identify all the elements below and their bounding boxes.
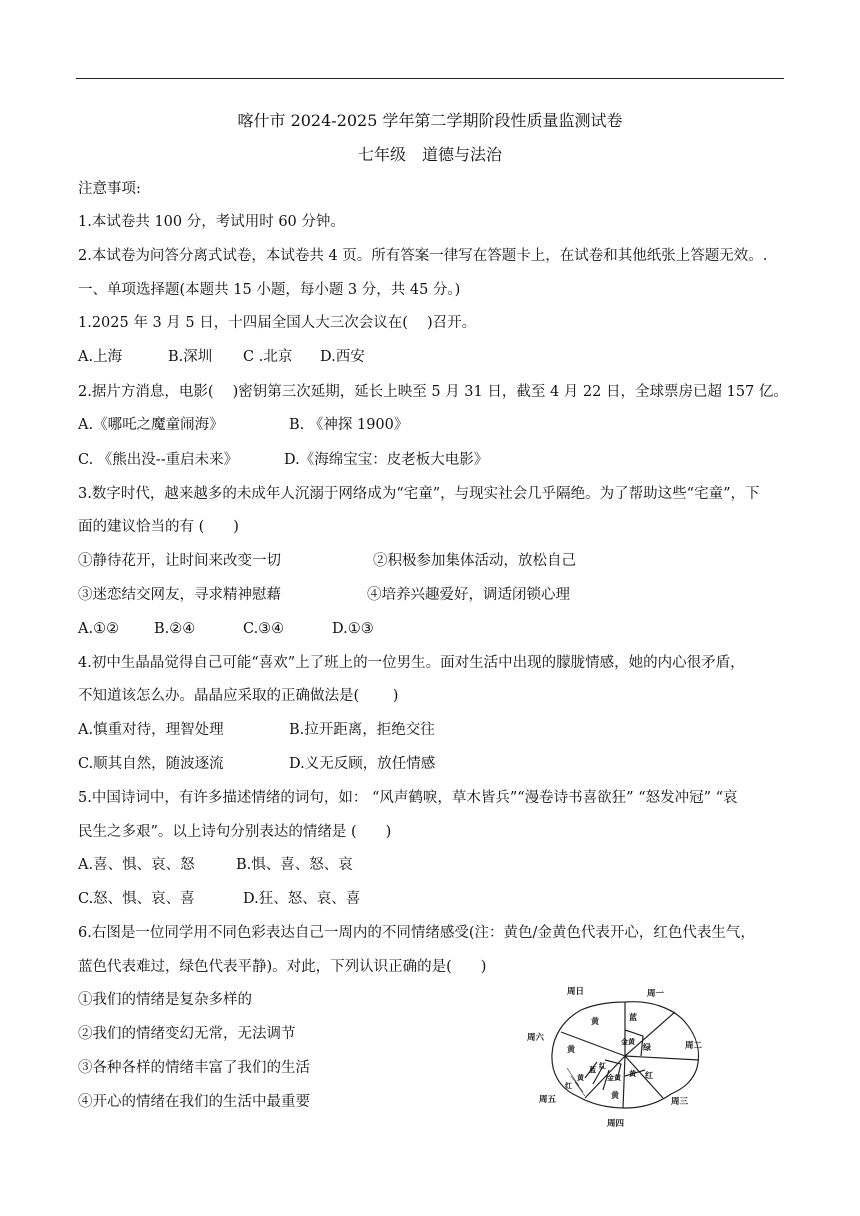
wheel-label-red-fri: 红: [599, 1062, 606, 1070]
q3-stem-1: 3.数字时代，越来越多的未成年人沉溺于网络成为“宅童”，与现实社会几乎隔绝。为了帮助这些“宅童”，下: [78, 486, 760, 502]
q1-stem: 1.2025 年 3 月 5 日，十四届全国人大三次会议在( )召开。: [78, 315, 477, 331]
day-label-tuesday: 周二: [685, 1041, 703, 1051]
q3-statement-2: ②积极参加集体活动，放松自己: [373, 553, 576, 569]
q3-stem-2: 面的建议恰当的有 ( ): [78, 519, 239, 535]
q5-option-c: C.怒、惧、哀、喜: [78, 891, 195, 907]
wheel-label-gold-thu: 金黄: [607, 1074, 621, 1082]
q5-option-a: A.喜、惧、哀、怒: [78, 857, 195, 873]
q5-option-d: D.狂、怒、哀、喜: [243, 891, 361, 907]
q3-option-b: B.②④: [154, 621, 196, 637]
q2-option-d: D.《海绵宝宝：皮老板大电影》: [284, 452, 489, 468]
note-2: 2.本试卷为问答分离式试卷，本试卷共 4 页。所有答案一律写在答题卡上，在试卷和其他纸张上答题无效。.: [78, 248, 768, 264]
day-label-thursday: 周四: [607, 1119, 625, 1129]
exam-subtitle: 七年级 道德与法治: [357, 145, 502, 164]
wheel-label-green: 绿: [643, 1043, 651, 1052]
emotion-color-wheel: [525, 980, 725, 1130]
q3-statement-1: ①静待花开，让时间来改变一切: [78, 553, 281, 569]
wheel-label-blue: 蓝: [629, 1013, 637, 1022]
q3-option-c: C.③④: [243, 621, 285, 637]
q6-statement-1: ①我们的情绪是复杂多样的: [78, 992, 252, 1008]
q3-statement-3: ③迷恋结交网友，寻求精神慰藉: [78, 587, 281, 603]
header-rule: [76, 78, 784, 79]
q5-stem-1: 5.中国诗词中，有许多描述情绪的词句，如： “风声鹤唳，草木皆兵”“漫卷诗书喜欲狂” “怒发冲冠” “哀: [78, 790, 738, 806]
q3-option-a: A.①②: [78, 621, 120, 637]
q1-option-a: A.上海: [78, 349, 123, 365]
q6-statement-3: ③各种各样的情绪丰富了我们的生活: [78, 1060, 310, 1076]
q4-stem-2: 不知道该怎么办。晶晶应采取的正确做法是( ): [78, 688, 399, 704]
q4-option-d: D.义无反顾，放任情感: [289, 756, 436, 772]
wheel-label-gold-mon: 金黄: [621, 1038, 635, 1046]
wheel-label-yellow-sun: 黄: [591, 1017, 599, 1026]
q1-option-d: D.西安: [320, 349, 365, 365]
q4-option-b: B.拉开距离，拒绝交往: [289, 722, 435, 738]
wheel-label-red-fri-2: 红: [565, 1082, 572, 1090]
q1-option-c: C .北京: [243, 349, 293, 365]
q4-option-c: C.顺其自然，随波逐流: [78, 756, 224, 772]
notes-heading: 注意事项:: [78, 181, 141, 197]
section-heading: 一、单项选择题(本题共 15 小题，每小题 3 分，共 45 分。): [78, 282, 461, 298]
day-label-wednesday: 周三: [671, 1097, 689, 1107]
day-label-friday: 周五: [539, 1095, 557, 1105]
q3-statement-4: ④培养兴趣爱好，调适闭锁心理: [367, 587, 570, 603]
q6-statement-4: ④开心的情绪在我们的生活中最重要: [78, 1094, 310, 1110]
q4-option-a: A.慎重对待，理智处理: [78, 722, 224, 738]
q2-option-c: C. 《熊出没--重启未来》: [78, 452, 239, 468]
note-1: 1.本试卷共 100 分，考试用时 60 分钟。: [78, 214, 345, 230]
q5-option-b: B.惧、喜、怒、哀: [236, 857, 353, 873]
day-label-sunday: 周日: [567, 987, 585, 997]
wheel-label-blue-fri: 蓝: [589, 1066, 596, 1074]
wheel-label-yellow-mid: 黄: [629, 1070, 636, 1078]
wheel-label-yellow-fri: 黄: [577, 1074, 584, 1082]
wheel-label-yellow-sat: 黄: [567, 1045, 575, 1054]
q2-stem: 2.据片方消息，电影( )密钥第三次延期，延长上映至 5 月 31 日，截至 4 月 22 日，全球票房已超 157 亿。: [78, 384, 788, 400]
wheel-label-yellow-thu: 黄: [611, 1091, 619, 1100]
wheel-label-red-tue: 红: [645, 1071, 653, 1080]
q5-stem-2: 民生之多艰”。以上诗句分别表达的情绪是 ( ): [78, 824, 392, 840]
day-label-monday: 周一: [647, 989, 665, 999]
q2-option-a: A.《哪吒之魔童闹海》: [78, 417, 224, 433]
q4-stem-1: 4.初中生晶晶觉得自己可能“喜欢”上了班上的一位男生。面对生活中出现的朦胧情感，她的内心很矛盾，: [78, 655, 745, 671]
q6-stem-2: 蓝色代表难过，绿色代表平静)。对此，下列认识正确的是( ): [78, 959, 487, 975]
q6-stem-1: 6.右图是一位同学用不同色彩表达自己一周内的不同情绪感受(注：黄色/金黄色代表开心，红色代表生气，: [78, 925, 755, 941]
q3-option-d: D.①③: [332, 621, 374, 637]
exam-title: 喀什市 2024-2025 学年第二学期阶段性质量监测试卷: [237, 111, 623, 130]
q2-option-b: B. 《神探 1900》: [289, 417, 409, 433]
day-label-saturday: 周六: [527, 1033, 545, 1043]
q1-option-b: B.深圳: [168, 349, 213, 365]
q6-statement-2: ②我们的情绪变幻无常，无法调节: [78, 1026, 296, 1042]
